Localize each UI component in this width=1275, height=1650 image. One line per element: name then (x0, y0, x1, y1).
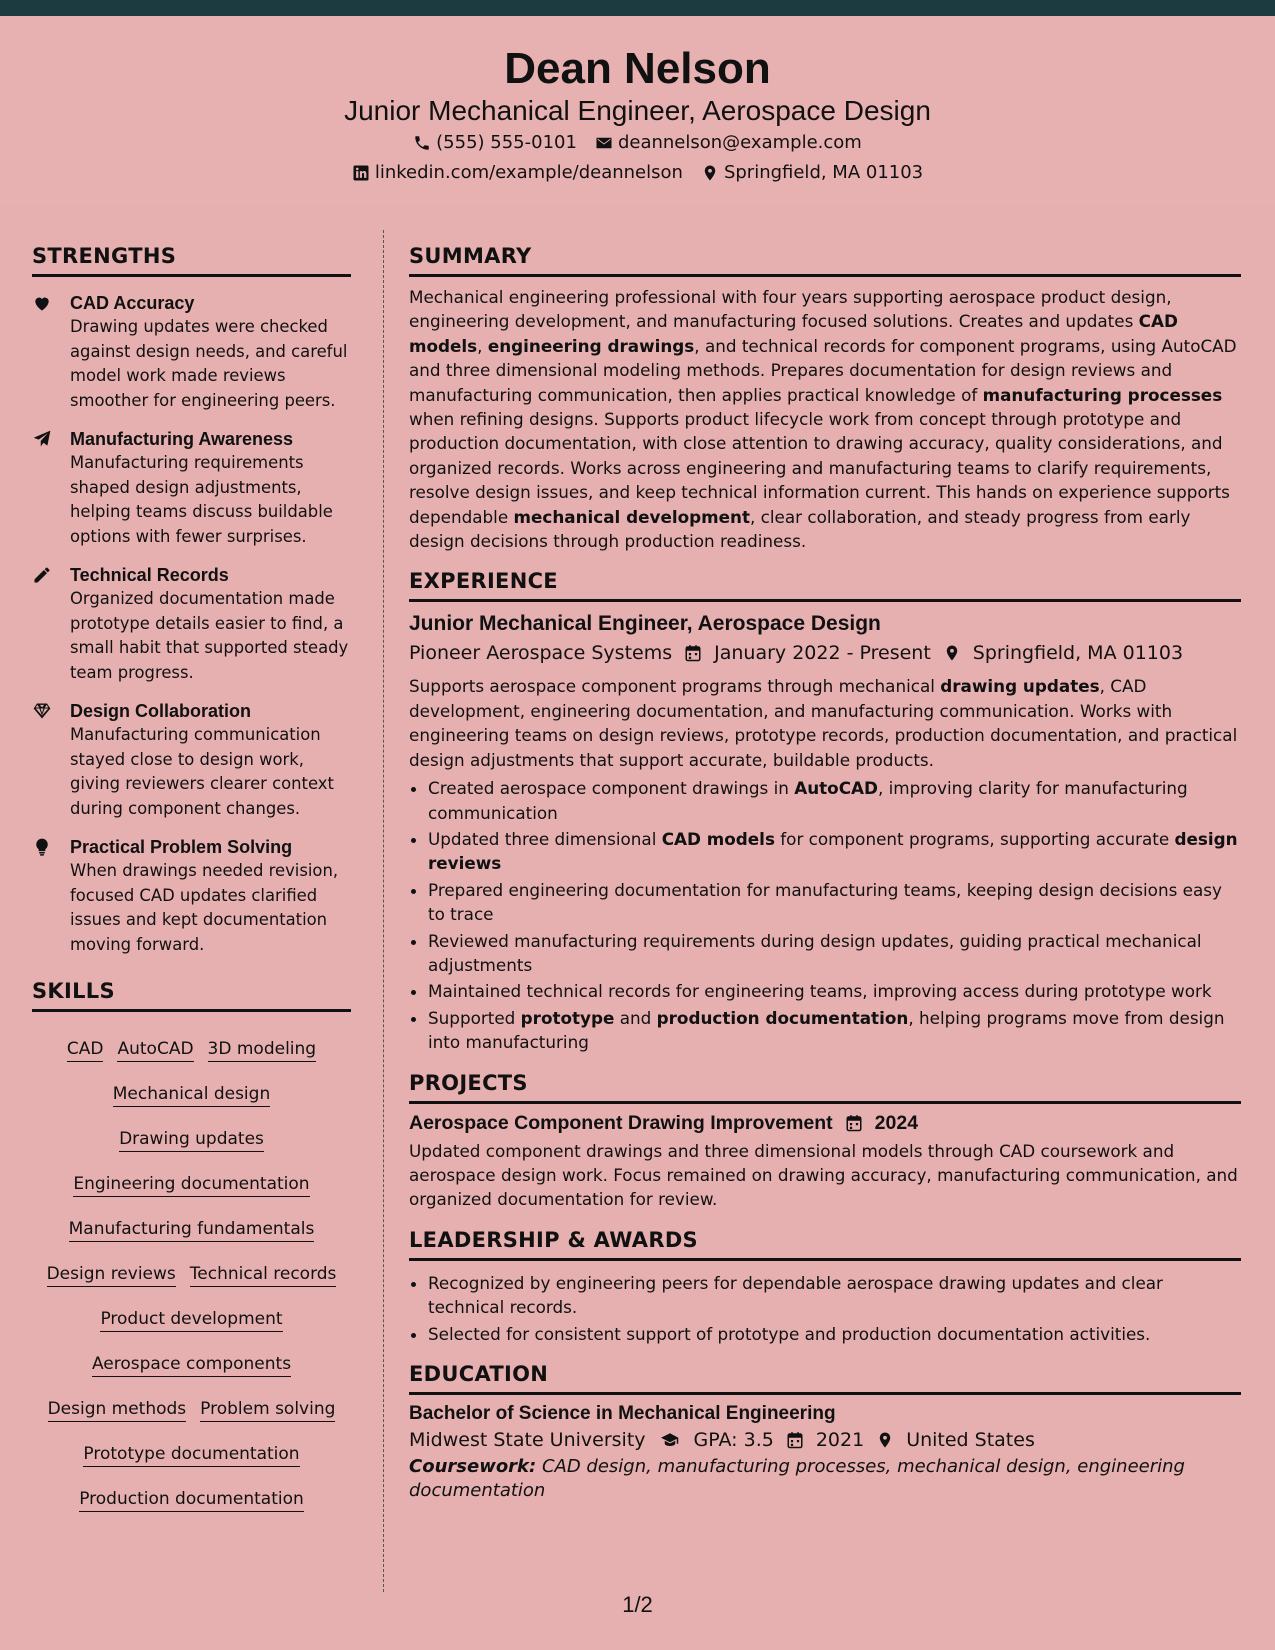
project-title: Aerospace Component Drawing Improvement (409, 1111, 833, 1134)
job-description (409, 674, 1241, 772)
strength-item (32, 427, 351, 549)
strength-title: Design Collaboration (70, 701, 252, 721)
phone-text: (555) 555-0101 (436, 132, 577, 153)
pencil-icon (32, 563, 56, 685)
strength-body (70, 427, 351, 549)
skills-list (32, 1026, 351, 1521)
emphasis-text: AutoCAD (794, 778, 878, 799)
skills-row (32, 1431, 351, 1476)
strength-item (32, 835, 351, 957)
strength-description: When drawings needed revision, focused CAD updates clarified issues and kept documentation moving forward. (70, 861, 339, 954)
calendar-icon (786, 1431, 804, 1449)
lightbulb-icon (32, 837, 52, 857)
text-segment: , clear collaboration, and steady progress from early design decisions through production readiness. (409, 506, 1191, 552)
experience-bullet (428, 827, 1241, 876)
text-segment: and (614, 1007, 657, 1028)
candidate-name: Dean Nelson (504, 44, 771, 93)
text-segment: , CAD development, engineering documentation, and manufacturing communication. Works with engineering teams on design reviews, prototype records, production documentation, and practical design adjustments that support accurate, buildable products. (409, 676, 1238, 770)
skills-row (32, 1161, 351, 1206)
education-meta (409, 1429, 1241, 1451)
skill-tag: 3D modeling (208, 1037, 317, 1062)
location-contact (701, 158, 923, 188)
lightbulb-icon (32, 835, 56, 957)
map-pin-icon (701, 164, 719, 182)
skill-tag: Aerospace components (92, 1352, 291, 1377)
text-segment: , helping programs move from design into manufacturing (428, 1007, 1225, 1053)
text-segment: , improving clarity for manufacturing communication (428, 778, 1188, 823)
project-year: 2024 (874, 1111, 919, 1134)
job-bullets (409, 776, 1241, 1054)
leadership-heading: LEADERSHIP & AWARDS (409, 1228, 1241, 1261)
email-text: deannelson@example.com (617, 132, 862, 153)
leadership-list (409, 1271, 1241, 1346)
text-segment: , (477, 335, 488, 356)
text-segment: when refining designs. Supports product lifecycle work from concept through prototype and production documentation, with close attention to drawing accuracy, quality considerations, and organized records. Works across engineering and manufacturing teams to clarify requirements, resolve design issues, and keep technical information current. This hands on experience supports dependable (409, 409, 1230, 527)
text-segment: for component programs, supporting accurate (774, 828, 1175, 849)
graduation-year: 2021 (815, 1429, 865, 1451)
skill-tag: Problem solving (200, 1397, 335, 1422)
skill-tag: Design reviews (47, 1262, 176, 1287)
experience-bullet (428, 929, 1241, 978)
education-country: United States (906, 1429, 1035, 1451)
skills-row (32, 1206, 351, 1251)
strength-item (32, 291, 351, 413)
text-segment: Updated three dimensional (428, 828, 662, 849)
skill-tag: Mechanical design (113, 1082, 270, 1107)
coursework (409, 1455, 1241, 1503)
skill-tag: Design methods (48, 1397, 187, 1422)
text-segment: Supported (428, 1007, 521, 1028)
location-text: Springfield, MA 01103 (723, 162, 924, 183)
leadership-item: • Selected for consistent support of prototype and production documentation activities. (428, 1322, 1241, 1346)
projects-heading: PROJECTS (409, 1071, 1241, 1104)
job-location: Springfield, MA 01103 (972, 642, 1184, 665)
gpa: GPA: 3.5 (693, 1429, 774, 1451)
strength-title: Manufacturing Awareness (70, 429, 294, 449)
skill-tag: CAD (67, 1037, 104, 1062)
pencil-icon (32, 565, 52, 585)
job-title: Junior Mechanical Engineer, Aerospace Design (409, 612, 881, 636)
calendar-icon (845, 1114, 863, 1132)
coursework-label: Coursework: (409, 1456, 537, 1477)
experience-bullet (428, 878, 1241, 927)
skill-tag: Drawing updates (119, 1127, 264, 1152)
text-segment: , and technical records for component programs, using AutoCAD and three dimensional modeling methods. Prepares documentation for design reviews and manufacturing communication, then applies practical knowledge of (409, 335, 1237, 405)
skills-row (32, 1296, 351, 1341)
calendar-icon (684, 644, 702, 662)
experience-bullet (428, 776, 1241, 825)
emphasis-text: CAD models (409, 311, 1178, 356)
project-description: Updated component drawings and three dimensional models through CAD coursework and aerospace design work. Focus remained on drawing accuracy, manufacturing communication, and organized documentation for review. (409, 1140, 1238, 1210)
emphasis-text: mechanical development (513, 506, 750, 527)
strength-title: Practical Problem Solving (70, 837, 293, 857)
column-divider (383, 230, 384, 1592)
school-name: Midwest State University (409, 1429, 646, 1451)
linkedin-contact[interactable] (352, 158, 683, 188)
phone-contact (413, 128, 577, 158)
experience-bullet (428, 979, 1241, 1003)
strength-description: Organized documentation made prototype details easier to find, a small habit that supported steady team progress. (70, 589, 349, 682)
strengths-heading: STRENGTHS (32, 244, 351, 277)
job-dates: January 2022 - Present (714, 642, 931, 665)
diamond-icon (32, 699, 56, 821)
heart-icon (32, 293, 52, 313)
right-column (409, 244, 1241, 1503)
linkedin-icon (352, 164, 370, 182)
text-segment: Maintained technical records for engineering teams, improving access during prototype work (428, 981, 1212, 1002)
page-indicator: 1/2 (622, 1592, 653, 1617)
paper-plane-icon (32, 429, 52, 449)
skills-row (32, 1071, 351, 1116)
strength-body (70, 291, 351, 413)
skill-tag: Production documentation (79, 1487, 304, 1512)
degree-title: Bachelor of Science in Mechanical Engineering (409, 1403, 836, 1424)
text-segment: Reviewed manufacturing requirements during design updates, guiding practical mechanical adjustments (428, 930, 1202, 975)
emphasis-text: drawing updates (940, 676, 1100, 697)
skill-tag: Technical records (190, 1262, 337, 1287)
education-heading: EDUCATION (409, 1362, 1241, 1395)
heart-icon (32, 291, 56, 413)
strength-title: Technical Records (70, 565, 229, 585)
left-column (32, 244, 351, 1521)
leadership-item: • Recognized by engineering peers for dependable aerospace drawing updates and clear technical records. (428, 1271, 1241, 1320)
skills-row (32, 1386, 351, 1431)
emphasis-text: engineering drawings (487, 335, 695, 356)
emphasis-text: design reviews (428, 828, 1238, 874)
strength-title: CAD Accuracy (70, 293, 195, 313)
phone-icon (413, 134, 431, 152)
text-segment: Supports aerospace component programs through mechanical (409, 676, 941, 697)
skills-row (32, 1251, 351, 1296)
company-name: Pioneer Aerospace Systems (409, 642, 673, 665)
strength-item (32, 699, 351, 821)
map-pin-icon (876, 1431, 894, 1449)
text-segment: Prepared engineering documentation for manufacturing teams, keeping design decisions easy to trace (428, 879, 1222, 925)
experience-bullet (428, 1006, 1241, 1055)
skills-row (32, 1476, 351, 1521)
strengths-list (32, 291, 351, 957)
contact-row-1 (0, 128, 1275, 158)
resume-header (0, 16, 1275, 204)
text-segment: Mechanical engineering professional with four years supporting aerospace product design, engineering development, and manufacturing focused solutions. Creates and updates (409, 287, 1172, 332)
strength-description: Manufacturing communication stayed close to design work, giving reviewers clearer context during component changes. (70, 725, 334, 818)
project-title-row (409, 1112, 1241, 1135)
candidate-title: Junior Mechanical Engineer, Aerospace Design (344, 95, 931, 126)
coursework-list: CAD design, manufacturing processes, mechanical design, engineering documentation (409, 1456, 1185, 1501)
skills-row (32, 1341, 351, 1386)
strength-description: Manufacturing requirements shaped design adjustments, helping teams discuss buildable options with fewer surprises. (70, 453, 333, 546)
emphasis-text: CAD models (661, 828, 775, 849)
email-contact[interactable] (595, 128, 862, 158)
diamond-icon (32, 701, 52, 721)
job-meta (409, 642, 1241, 664)
paper-plane-icon (32, 427, 56, 549)
contact-row-2 (0, 158, 1275, 188)
strength-body (70, 835, 351, 957)
top-accent-bar (0, 0, 1275, 16)
linkedin-text: linkedin.com/example/deannelson (374, 162, 683, 183)
strength-item (32, 563, 351, 685)
skills-heading: SKILLS (32, 979, 351, 1012)
skill-tag: Product development (100, 1307, 282, 1332)
summary-heading: SUMMARY (409, 244, 1241, 277)
skill-tag: Manufacturing fundamentals (69, 1217, 315, 1242)
emphasis-text: manufacturing processes (982, 384, 1223, 405)
skills-row (32, 1026, 351, 1071)
emphasis-text: prototype (520, 1007, 615, 1028)
text-segment: Created aerospace component drawings in (428, 778, 795, 799)
envelope-icon (595, 134, 613, 152)
map-pin-icon (943, 644, 961, 662)
skill-tag: Engineering documentation (73, 1172, 309, 1197)
strength-description: Drawing updates were checked against design needs, and careful model work made reviews smoother for engineering peers. (70, 317, 348, 410)
strength-body (70, 699, 351, 821)
graduation-cap-icon (658, 1431, 682, 1449)
skill-tag: Prototype documentation (83, 1442, 299, 1467)
strength-body (70, 563, 351, 685)
skills-row (32, 1116, 351, 1161)
experience-heading: EXPERIENCE (409, 569, 1241, 602)
skill-tag: AutoCAD (117, 1037, 193, 1062)
emphasis-text: production documentation (656, 1007, 909, 1028)
summary-text (409, 285, 1241, 553)
